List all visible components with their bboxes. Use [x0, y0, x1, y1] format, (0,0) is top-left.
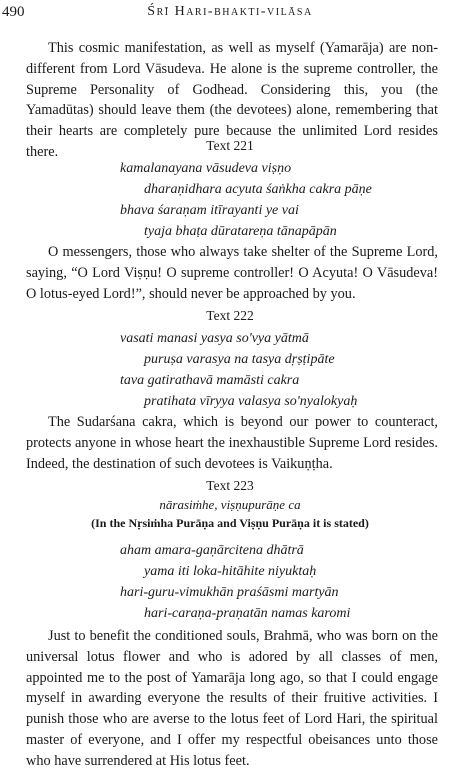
verse-line: hari-caraṇa-praṇatān namas karomi [144, 606, 351, 621]
verse-line: tava gatirathavā mamāsti cakra [120, 373, 300, 388]
verse-223 [120, 540, 450, 624]
verse-line: bhava śaraṇam itīrayanti ye vai [120, 203, 299, 218]
paragraph-intro: This cosmic manifestation, as well as myself (Yamarāja) are non-different from Lord Vāsudeva. He alone is the supreme controller, the Supreme Personality of Godhead. Considering this, you (the Yamadūtas) should leave them (the devotees) alone, remembering that their hearts are completely pure because the unlimited Lord resides there. [26, 40, 438, 160]
verse-line: puruṣa varasya na tasya dṛṣṭipāte [144, 352, 335, 367]
verse-221 [120, 158, 450, 242]
text-221-label: Text 221 [206, 138, 254, 153]
verse-line: pratihata vīryya valasya so'nyalokyaḥ [144, 394, 358, 409]
page-number: 490 [2, 4, 25, 20]
verse-line: dharaṇidhara acyuta śaṅkha cakra pāṇe [144, 182, 372, 197]
text-222-label: Text 222 [206, 308, 254, 323]
source-note: (In the Nṛsiṁha Purāṇa and Viṣṇu Purāṇa it is stated) [91, 516, 369, 530]
verse-line: hari-guru-vimukhān praśāsmi martyān [120, 585, 339, 600]
verse-line: yama iti loka-hitāhite niyuktaḥ [144, 564, 317, 579]
paragraph-translation-223: Just to benefit the conditioned souls, Brahmā, who was born on the universal lotus flower and who is adored by all classes of men, appointed me to the post of Yamarāja long ago, so that I could engage myself in awarding everyone the results of their fruitive activities. I punish those who are averse to the lotus feet of Lord Hari, the spiritual master of everyone, and I offer my respectful obeisances unto those who have surrendered at His lotus feet. [26, 628, 438, 769]
verse-line: tyaja bhaṭa dūratareṇa tānapāpān [144, 224, 337, 239]
paragraph-translation-221: O messengers, those who always take shelter of the Supreme Lord, saying, “O Lord Viṣṇu! O supreme controller! O Acyuta! O Vāsudeva! O lotus-eyed Lord!”, should never be approached by you. [26, 244, 438, 302]
verse-line: kamalanayana vāsudeva viṣṇo [120, 161, 292, 176]
verse-line: vasati manasi yasya so'vya yātmā [120, 331, 309, 346]
paragraph-translation-222: The Sudarśana cakra, which is beyond our power to counteract, protects anyone in whose heart the inexhaustible Supreme Lord resides. Indeed, the destination of such devotees is Vaikuṇṭha. [26, 414, 438, 472]
verse-222 [120, 328, 450, 412]
text-223-label: Text 223 [206, 478, 254, 493]
source-reference: nārasiṁhe, viṣṇupurāṇe ca [159, 497, 301, 512]
verse-line: aham amara-gaṇārcitena dhātrā [120, 543, 304, 558]
running-title: Śrī Hari-bhakti-vilāsa [147, 4, 313, 19]
